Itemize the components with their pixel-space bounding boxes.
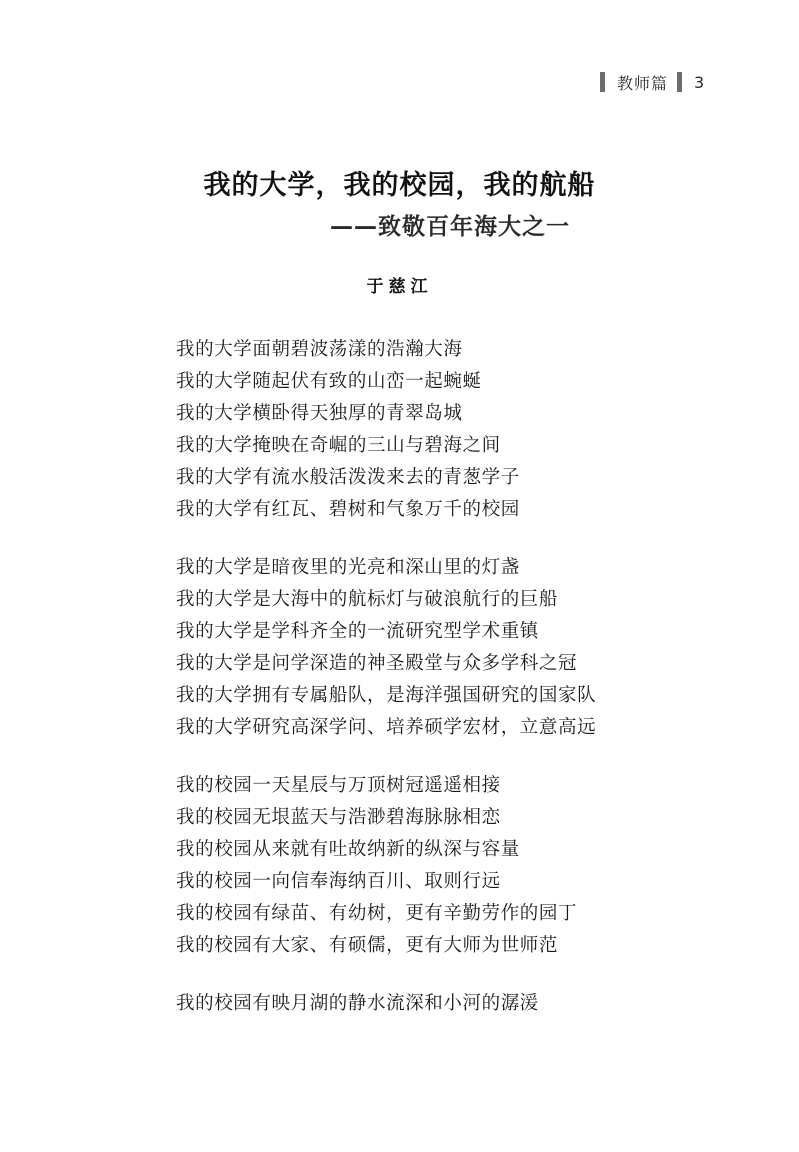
poem-author: 于慈江 xyxy=(366,277,433,297)
poem-line: 我的校园有映月湖的静水流深和小河的潺湲 xyxy=(176,993,539,1014)
poem-line: 我的校园一向信奉海纳百川、取则行远 xyxy=(176,871,501,892)
header-bar-left xyxy=(600,72,605,92)
header-bar-right xyxy=(677,72,682,92)
poem-line: 我的校园无垠蓝天与浩渺碧海脉脉相恋 xyxy=(176,807,501,828)
poem-line: 我的大学是大海中的航标灯与破浪航行的巨船 xyxy=(176,589,559,610)
poem-line: 我的大学拥有专属船队，是海洋强国研究的国家队 xyxy=(176,685,597,706)
poem-line: 我的校园一天星辰与万顶树冠遥遥相接 xyxy=(176,775,501,796)
stanza xyxy=(176,552,736,744)
poem-line: 我的大学随起伏有致的山峦一起蜿蜒 xyxy=(176,371,482,392)
stanza xyxy=(176,988,736,1020)
poem-line: 我的大学掩映在奇崛的三山与碧海之间 xyxy=(176,435,501,456)
poem-line: 我的大学研究高深学问、培养硕学宏材，立意高远 xyxy=(176,717,597,738)
poem-title: 我的大学，我的校园，我的航船 xyxy=(203,170,596,201)
poem-line: 我的校园从来就有吐故纳新的纵深与容量 xyxy=(176,839,520,860)
poem-line: 我的校园有大家、有硕儒，更有大师为世师范 xyxy=(176,935,559,956)
poem-line: 我的大学是学科齐全的一流研究型学术重镇 xyxy=(176,621,539,642)
poem-line: 我的大学有流水般活泼泼来去的青葱学子 xyxy=(176,467,520,488)
poem-line: 我的大学是暗夜里的光亮和深山里的灯盏 xyxy=(176,557,520,578)
poem-line: 我的大学横卧得天独厚的青翠岛城 xyxy=(176,403,463,424)
header-section-title: 教师篇 xyxy=(617,73,669,93)
stanza xyxy=(176,334,736,526)
running-header xyxy=(600,71,704,93)
poem-line: 我的校园有绿苗、有幼树，更有辛勤劳作的园丁 xyxy=(176,903,578,924)
page-number: 3 xyxy=(694,72,705,92)
poem-line: 我的大学有红瓦、碧树和气象万千的校园 xyxy=(176,499,520,520)
poem-line: 我的大学是问学深造的神圣殿堂与众多学科之冠 xyxy=(176,653,578,674)
poem-subtitle: ——致敬百年海大之一 xyxy=(330,214,570,240)
poem-line: 我的大学面朝碧波荡漾的浩瀚大海 xyxy=(176,339,463,360)
poem-body xyxy=(176,334,736,1046)
stanza xyxy=(176,770,736,962)
